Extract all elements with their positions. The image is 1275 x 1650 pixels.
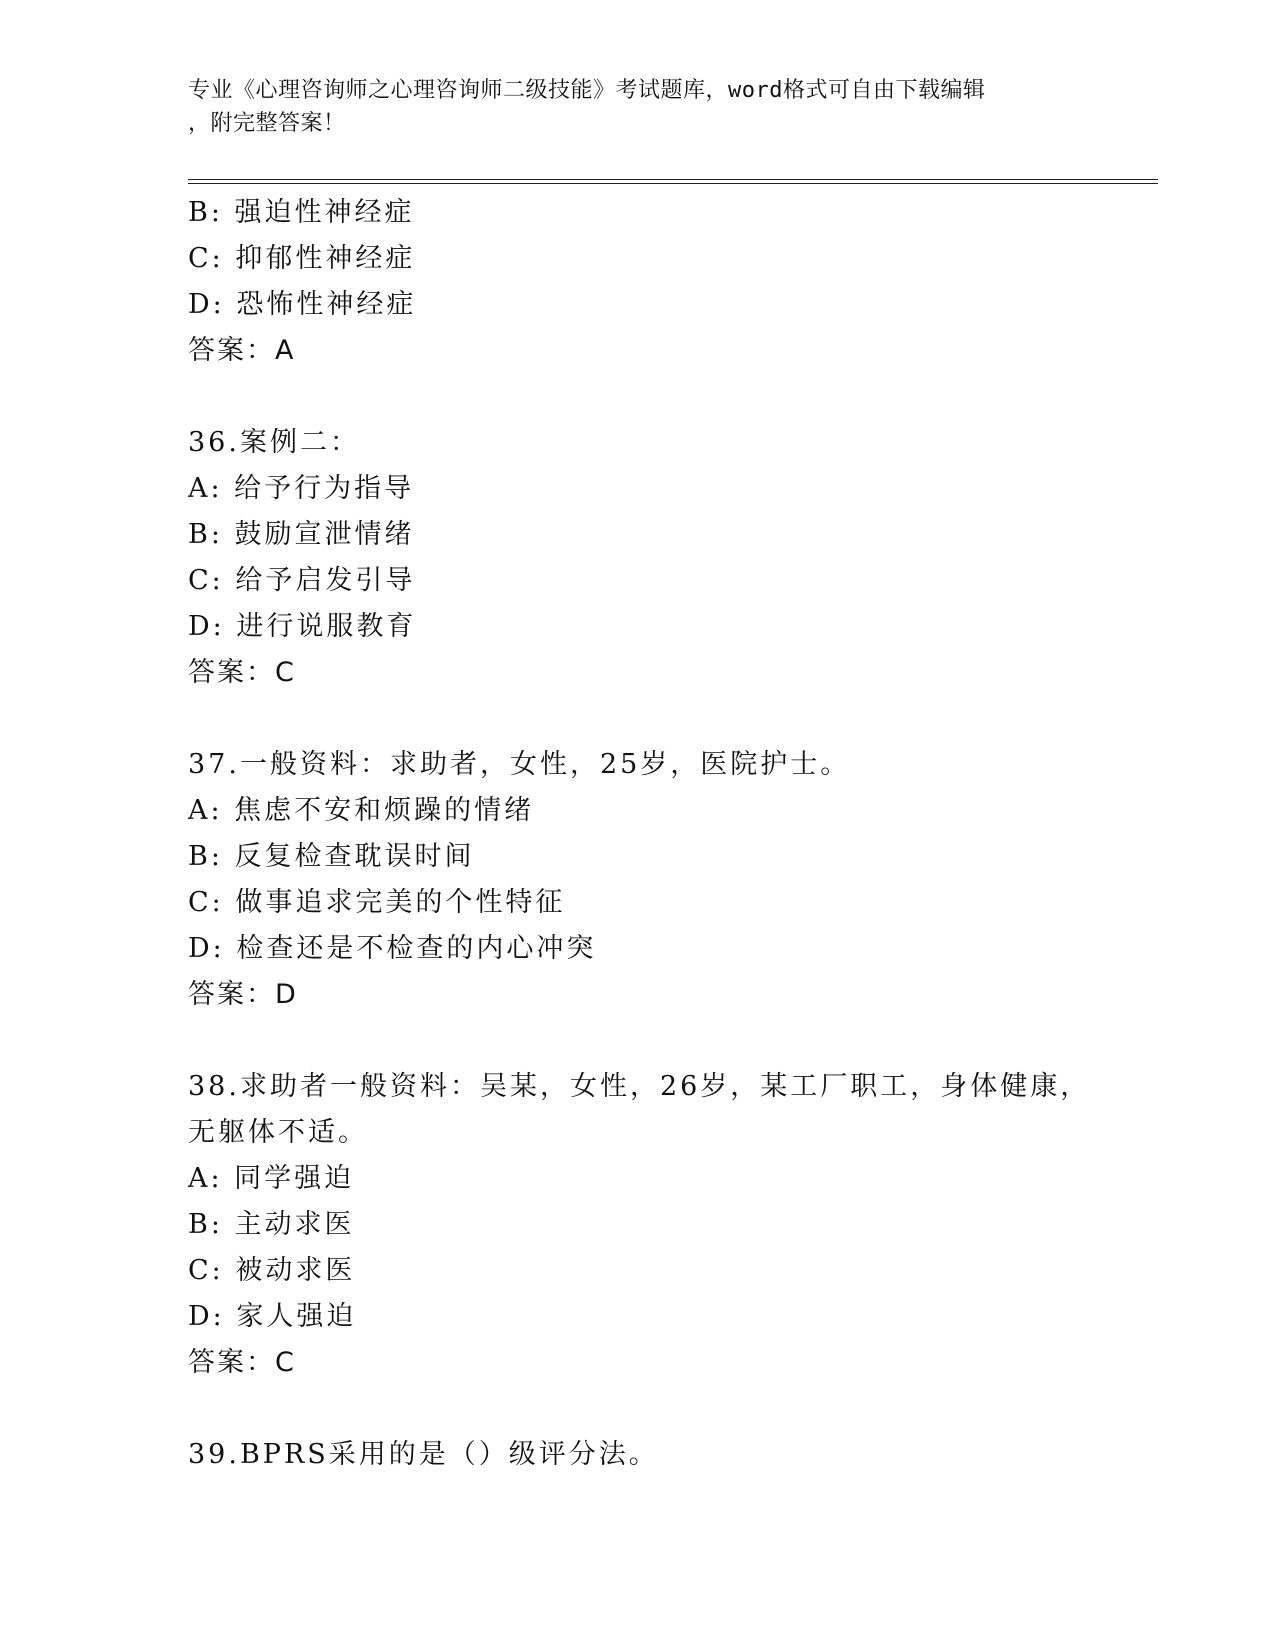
question-39 xyxy=(188,1432,1158,1478)
option-b: B: 鼓励宣泄情绪 xyxy=(188,519,415,550)
option-d: D: 检查还是不检查的内心冲突 xyxy=(188,933,597,964)
option-c: C: 给予启发引导 xyxy=(188,565,416,596)
document-header xyxy=(188,74,1088,140)
question-stem: 38.求助者一般资料：吴某，女性，26岁，某工厂职工，身体健康，无躯体不适。 xyxy=(188,1071,1091,1148)
question-stem: 37.一般资料：求助者，女性，25岁，医院护士。 xyxy=(188,749,851,780)
spacer xyxy=(188,374,1158,420)
question-36 xyxy=(188,420,1158,696)
header-title-line-1: 专业《心理咨询师之心理咨询师二级技能》考试题库，word格式可自由下载编辑 xyxy=(188,78,986,103)
option-d: D: 进行说服教育 xyxy=(188,611,417,642)
header-double-rule xyxy=(188,179,1158,184)
option-a: A: 焦虑不安和烦躁的情绪 xyxy=(188,795,535,826)
option-d: D: 家人强迫 xyxy=(188,1301,357,1332)
option-d: D: 恐怖性神经症 xyxy=(188,289,417,320)
answer-line: 答案：C xyxy=(188,657,296,688)
option-a: A: 同学强迫 xyxy=(188,1163,355,1194)
question-35 xyxy=(188,190,1158,374)
option-b: B: 反复检查耽误时间 xyxy=(188,841,475,872)
question-stem: 39.BPRS采用的是（）级评分法。 xyxy=(188,1439,659,1470)
document-page xyxy=(188,0,1158,1650)
spacer xyxy=(188,1386,1158,1432)
answer-line: 答案：D xyxy=(188,979,298,1010)
option-a: A: 给予行为指导 xyxy=(188,473,415,504)
answer-line: 答案：C xyxy=(188,1347,296,1378)
option-b: B: 主动求医 xyxy=(188,1209,355,1240)
question-37 xyxy=(188,742,1158,1018)
option-c: C: 被动求医 xyxy=(188,1255,356,1286)
question-stem: 36.案例二： xyxy=(188,427,360,458)
option-c: C: 抑郁性神经症 xyxy=(188,243,416,274)
option-c: C: 做事追求完美的个性特征 xyxy=(188,887,566,918)
question-38 xyxy=(188,1064,1158,1386)
header-title-line-2: ，附完整答案！ xyxy=(188,111,346,136)
answer-line: 答案：A xyxy=(188,335,296,366)
option-b: B: 强迫性神经症 xyxy=(188,197,415,228)
spacer xyxy=(188,696,1158,742)
question-list xyxy=(188,190,1158,1478)
spacer xyxy=(188,1018,1158,1064)
